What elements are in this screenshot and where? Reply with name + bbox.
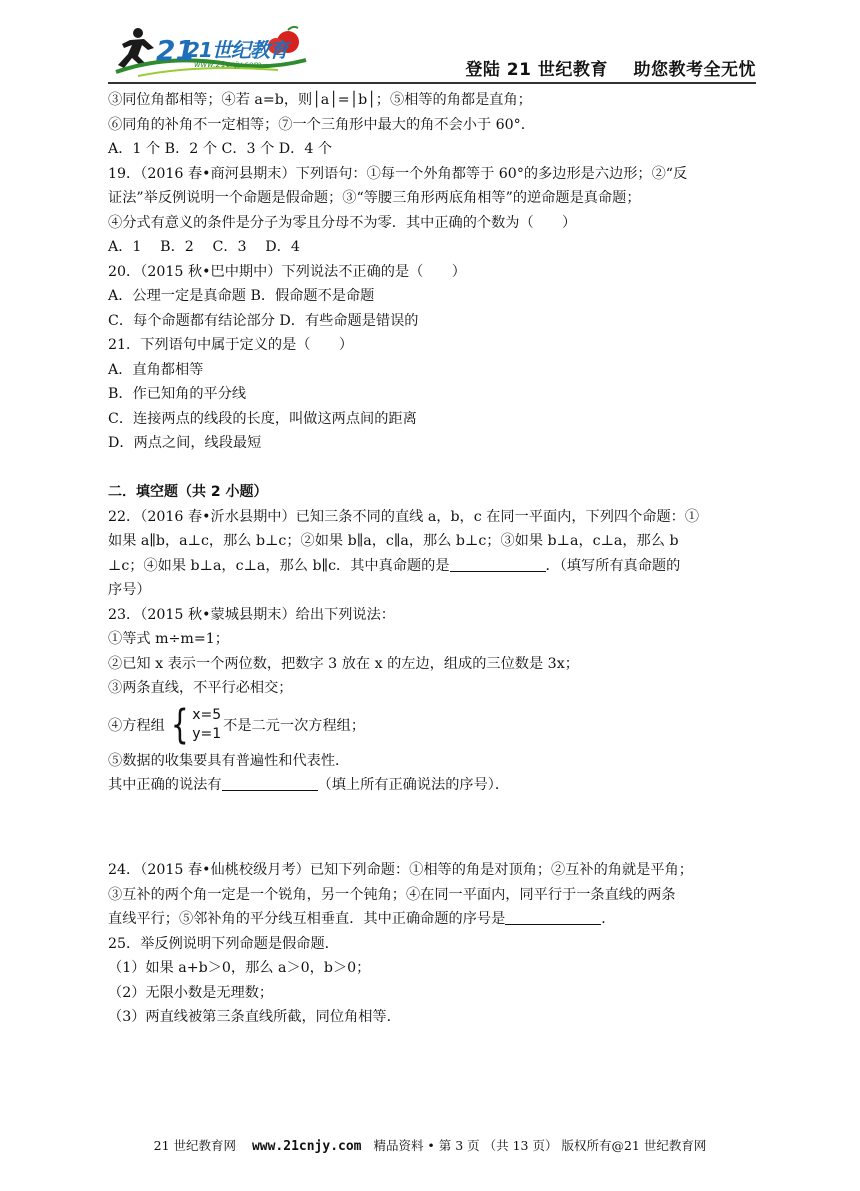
equation-system <box>167 701 222 748</box>
answer-blank[interactable] <box>450 557 546 572</box>
text-span: ⊥c；④如果 b⊥a，c⊥a，那么 b∥c．其中真命题的是 <box>108 557 450 574</box>
brace-icon: { <box>170 701 189 748</box>
equation: y=1 <box>192 725 222 742</box>
statement-5: ⑤数据的收集要具有普遍性和代表性． <box>108 752 350 769</box>
answer-option-c: C．连接两点的线段的长度，叫做这两点间的距离 <box>108 410 417 427</box>
statement-4 <box>108 701 756 749</box>
text-line <box>108 907 756 932</box>
answer-blank[interactable] <box>505 910 601 925</box>
sub-question-2: （2）无限小数是无理数； <box>108 984 274 1001</box>
question-21: 21．下列语句中属于定义的是（ ） <box>108 337 354 353</box>
site-logo <box>108 24 318 80</box>
answer-option-b: B．作已知角的平分线 <box>108 386 247 402</box>
page-footer <box>0 1136 860 1154</box>
text-line: 如果 a∥b，a⊥c，那么 b⊥c；②如果 b∥a，c∥a，那么 b⊥c；③如果 b⊥a，c⊥a，那么 b <box>108 533 679 549</box>
statement-1: ①等式 m÷m=1； <box>108 631 229 647</box>
question-23: 23．（2015 秋•蒙城县期末）给出下列说法： <box>108 606 395 623</box>
text-span: 直线平行；⑤邻补角的平分线互相垂直．其中正确命题的序号是 <box>108 911 506 927</box>
footer-right: 精品资料 • 第 3 页 （共 13 页） 版权所有@21 世纪教育网 <box>373 1138 707 1153</box>
text-line: ④分式有意义的条件是分子为零且分母不为零．其中正确的个数为（ ） <box>108 214 577 231</box>
text-line: 序号） <box>108 582 151 598</box>
statement-2: ②已知 x 表示一个两位数，把数字 3 放在 x 的左边，组成的三位数是 3x； <box>108 655 579 672</box>
answer-options: A．1 个 B．2 个 C．3 个 D．4 个 <box>108 141 333 157</box>
logo-text: 21世纪教育 <box>186 38 288 62</box>
answer-options: A．1 B．2 C．3 D．4 <box>108 239 300 255</box>
text-span: ．（填写所有真命题的 <box>545 557 681 574</box>
sub-question-3: （3）两直线被第三条直线所截，同位角相等． <box>108 1009 401 1025</box>
sub-question-1: （1）如果 a+b＞0，那么 a＞0，b＞0； <box>108 960 371 976</box>
statement-3: ③两条直线，不平行必相交； <box>108 680 293 696</box>
text-line: 证法”举反例说明一个命题是假命题；③“等腰三角形两底角相等”的逆命题是真命题； <box>108 190 641 206</box>
equation: x=5 <box>192 706 222 723</box>
text-line: ③同位角都相等；④若 a=b，则│a│=│b│；⑤相等的角都是直角； <box>108 92 532 108</box>
text-line <box>108 554 756 579</box>
header-slogan: 登陆 21 世纪教育 助您教考全无忧 <box>465 60 756 80</box>
text-line: ③互补的两个角一定是一个锐角，另一个钝角；④在同一平面内，同平行于一条直线的两条 <box>108 886 676 903</box>
answer-blank[interactable] <box>222 776 318 791</box>
question-19: 19．（2016 春•商河县期末）下列语句：①每一个外角都等于 60°的多边形是六边形；②“反 <box>108 165 688 182</box>
text-span: 其中正确的说法有 <box>108 777 222 793</box>
page-header <box>108 22 756 84</box>
text-span: ． <box>601 911 616 927</box>
question-20: 20．（2015 秋•巴中期中）下列说法不正确的是（ ） <box>108 263 466 280</box>
text-line: ⑥同角的补角不一定相等；⑦一个三角形中最大的角不会小于 60°． <box>108 116 535 133</box>
svg-text:21: 21 <box>156 34 195 67</box>
question-22: 22．（2016 春•沂水县期中）已知三条不同的直线 a，b，c 在同一平面内，下列四个命题：① <box>108 508 700 525</box>
text-span: ④方程组 <box>108 717 165 734</box>
header-divider <box>108 82 756 84</box>
document-body <box>108 88 756 1030</box>
answer-options: A．公理一定是真命题 B．假命题不是命题 <box>108 288 375 304</box>
question-25: 25．举反例说明下列命题是假命题． <box>108 935 339 952</box>
answer-option-d: D．两点之间，线段最短 <box>108 435 262 451</box>
text-span: 不是二元一次方程组； <box>223 717 366 734</box>
text-line <box>108 773 756 798</box>
section-heading: 二．填空题（共 2 小题） <box>108 484 268 500</box>
answer-option-a: A．直角都相等 <box>108 361 204 378</box>
footer-left: 21 世纪教育网 <box>153 1138 237 1153</box>
logo-url: www.21cnjy.com <box>194 60 262 69</box>
question-24: 24．（2015 春•仙桃校级月考）已知下列命题：①相等的角是对顶角；②互补的角就是平角； <box>108 862 693 878</box>
footer-site-link[interactable]: www.21cnjy.com <box>251 1139 362 1154</box>
text-span: （填上所有正确说法的序号）． <box>317 777 510 793</box>
answer-options: C．每个命题都有结论部分 D．有些命题是错误的 <box>108 312 419 329</box>
